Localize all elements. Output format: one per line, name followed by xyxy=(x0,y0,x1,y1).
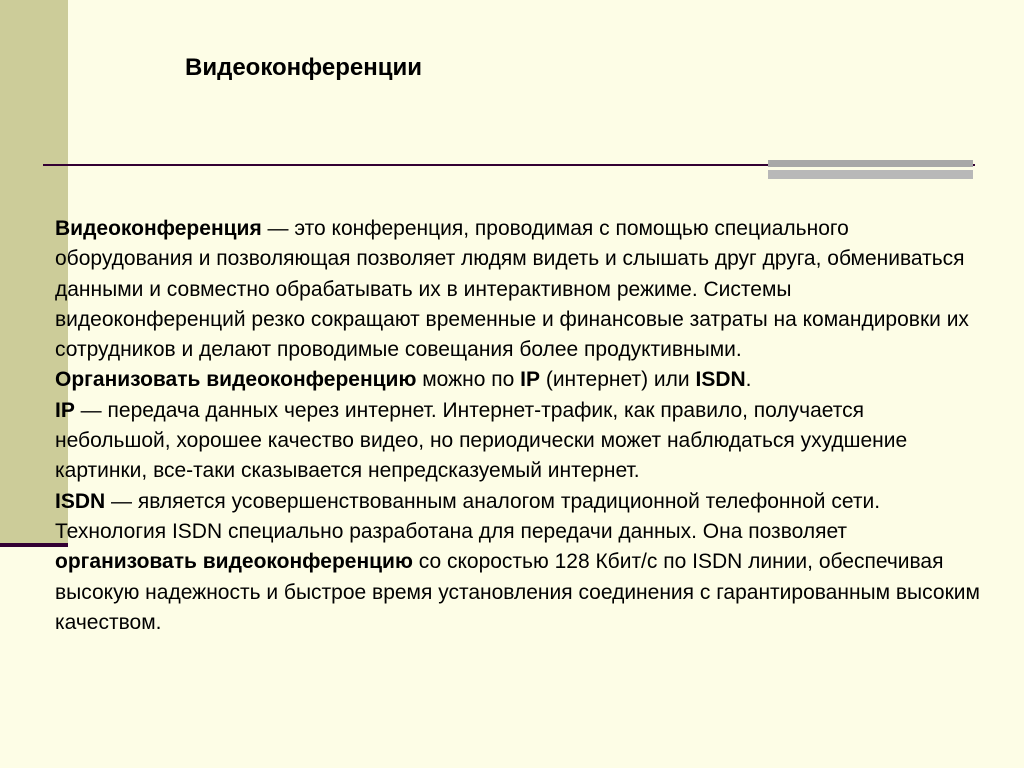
divider-bar-upper xyxy=(768,160,973,167)
term-ip-inline: IP xyxy=(520,368,540,392)
isdn-text-a: — является усовершенствованным аналогом традиционной телефонной сети. Технология ISDN специально разработана для передачи данных. Она позволяет xyxy=(55,489,881,543)
term-isdn-inline: ISDN xyxy=(695,368,746,392)
term-organize: Организовать видеоконференцию xyxy=(55,368,417,392)
slide-title: Видеоконференции xyxy=(185,54,422,81)
how-to-text-a: можно по xyxy=(416,368,521,392)
term-videoconference: Видеоконференция xyxy=(55,217,262,240)
how-to-text-b: (интернет) или xyxy=(540,368,696,392)
paragraph-how-to xyxy=(55,365,985,395)
paragraph-definition xyxy=(55,214,985,365)
isdn-text-b: со скоростью 128 Кбит/с по ISDN линии, обеспечивая высокую надежность и быстрое время установления соединения с гарантированным высоким качеством. xyxy=(55,550,980,634)
paragraph-isdn xyxy=(55,487,985,638)
term-ip: IP xyxy=(55,398,75,422)
ip-text: — передача данных через интернет. Интернет-трафик, как правило, получается небольшой, хорошее качество видео, но периодически может наблюдаться ухудшение картинки, все-таки сказывается непредсказуемый интернет. xyxy=(55,398,908,483)
term-isdn: ISDN xyxy=(55,489,106,513)
term-organize-inline: организовать видеоконференцию xyxy=(55,550,413,574)
definition-text: — это конференция, проводимая с помощью специального оборудования и позволяющая позволяет людям видеть и слышать друг друга, обмениваться данными и совместно обрабатывать их в интерактивном режиме. Системы видеоконференций резко сокращают временные и финансовые затраты на командировки их сотрудников и делают проводимые совещания более продуктивными. xyxy=(55,217,969,362)
slide-body xyxy=(55,214,985,638)
divider-bar-lower xyxy=(768,170,973,179)
paragraph-ip xyxy=(55,396,985,487)
how-to-text-c: . xyxy=(745,368,752,392)
